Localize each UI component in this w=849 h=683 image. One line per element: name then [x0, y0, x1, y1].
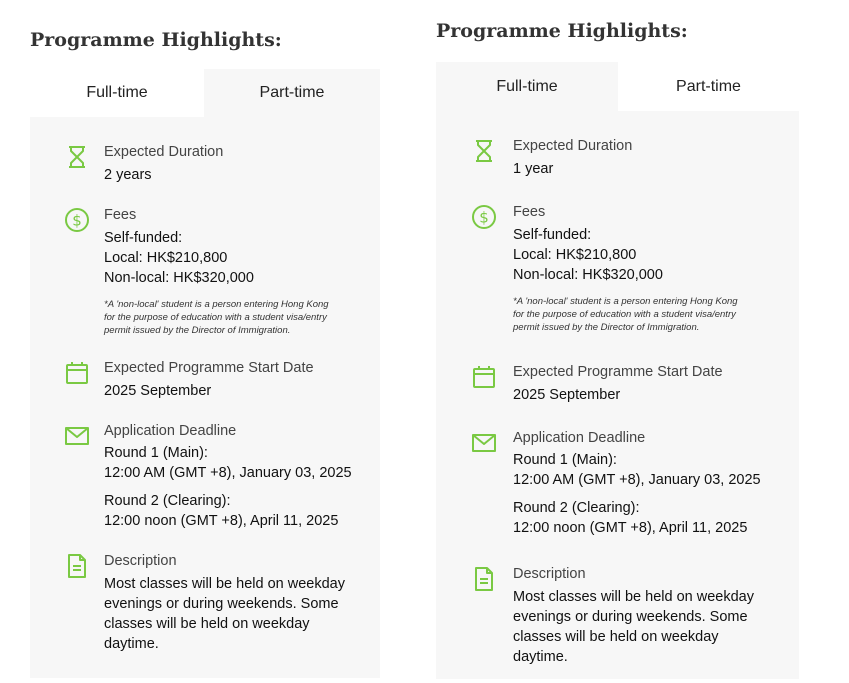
- fees-label: Fees: [104, 207, 137, 223]
- description-line: classes will be held on weekday: [513, 629, 719, 645]
- document-icon: [64, 553, 90, 579]
- document-icon: [471, 566, 497, 592]
- description-line: classes will be held on weekday: [104, 616, 310, 632]
- fees-note-line: *A 'non-local' student is a person entering Hong Kong: [104, 299, 329, 310]
- hourglass-icon: [471, 138, 497, 164]
- description-line: daytime.: [104, 636, 159, 652]
- highlights-card: [30, 117, 380, 678]
- highlights-card: [436, 111, 799, 679]
- round2-date: 12:00 noon (GMT +8), April 11, 2025: [513, 520, 748, 536]
- hourglass-icon: [64, 144, 90, 170]
- round1-date: 12:00 AM (GMT +8), January 03, 2025: [513, 472, 761, 488]
- deadline-label: Application Deadline: [104, 423, 237, 439]
- start-date-value: 2025 September: [104, 383, 212, 399]
- deadline-label: Application Deadline: [513, 430, 646, 446]
- round1-title: Round 1 (Main):: [104, 445, 208, 461]
- round2-date: 12:00 noon (GMT +8), April 11, 2025: [104, 513, 339, 529]
- left-panel: [0, 0, 420, 683]
- start-date-label: Expected Programme Start Date: [104, 360, 314, 376]
- fees-note-line: for the purpose of education with a student visa/entry: [513, 309, 736, 320]
- fees-line: Self-funded:: [104, 230, 183, 246]
- tab-full-time[interactable]: Full-time: [30, 69, 204, 117]
- round2-title: Round 2 (Clearing):: [513, 500, 640, 516]
- tab-bar: [436, 62, 799, 111]
- calendar-icon: [471, 364, 497, 390]
- right-panel: [420, 0, 849, 683]
- section-heading: Programme Highlights:: [436, 20, 688, 42]
- fees-line: Non-local: HK$320,000: [513, 267, 663, 283]
- round1-title: Round 1 (Main):: [513, 452, 617, 468]
- fees-note: [513, 295, 738, 334]
- description-line: evenings or during weekends. Some: [104, 596, 339, 612]
- tab-part-time[interactable]: Part-time: [618, 62, 799, 111]
- fees-note-line: permit issued by the Director of Immigration.: [513, 322, 700, 333]
- calendar-icon: [64, 360, 90, 386]
- section-heading: Programme Highlights:: [30, 29, 282, 51]
- svg-text:$: $: [72, 211, 82, 230]
- duration-label: Expected Duration: [104, 144, 224, 160]
- duration-value: 1 year: [513, 161, 554, 177]
- fees-note-line: permit issued by the Director of Immigration.: [104, 325, 291, 336]
- fees-note: [104, 298, 329, 337]
- dollar-circle-icon: [471, 204, 497, 230]
- dollar-circle-icon: [64, 207, 90, 233]
- fees-note-line: *A 'non-local' student is a person entering Hong Kong: [513, 296, 738, 307]
- round1-date: 12:00 AM (GMT +8), January 03, 2025: [104, 465, 352, 481]
- start-date-label: Expected Programme Start Date: [513, 364, 723, 380]
- description-line: Most classes will be held on weekday: [104, 576, 345, 592]
- description-line: evenings or during weekends. Some: [513, 609, 748, 625]
- fees-note-line: for the purpose of education with a student visa/entry: [104, 312, 327, 323]
- fees-line: Self-funded:: [513, 227, 592, 243]
- duration-value: 2 years: [104, 167, 152, 183]
- description-line: daytime.: [513, 649, 568, 665]
- envelope-icon: [471, 430, 497, 456]
- svg-text:$: $: [479, 208, 489, 227]
- envelope-icon: [64, 423, 90, 449]
- tab-bar: [30, 69, 380, 117]
- fees-line: Local: HK$210,800: [513, 247, 637, 263]
- fees-line: Non-local: HK$320,000: [104, 270, 254, 286]
- round2-title: Round 2 (Clearing):: [104, 493, 231, 509]
- fees-line: Local: HK$210,800: [104, 250, 228, 266]
- description-line: Most classes will be held on weekday: [513, 589, 754, 605]
- description-label: Description: [104, 553, 177, 569]
- duration-label: Expected Duration: [513, 138, 633, 154]
- description-label: Description: [513, 566, 586, 582]
- tab-part-time[interactable]: Part-time: [204, 69, 380, 117]
- fees-label: Fees: [513, 204, 546, 220]
- tab-full-time[interactable]: Full-time: [436, 62, 618, 111]
- start-date-value: 2025 September: [513, 387, 621, 403]
